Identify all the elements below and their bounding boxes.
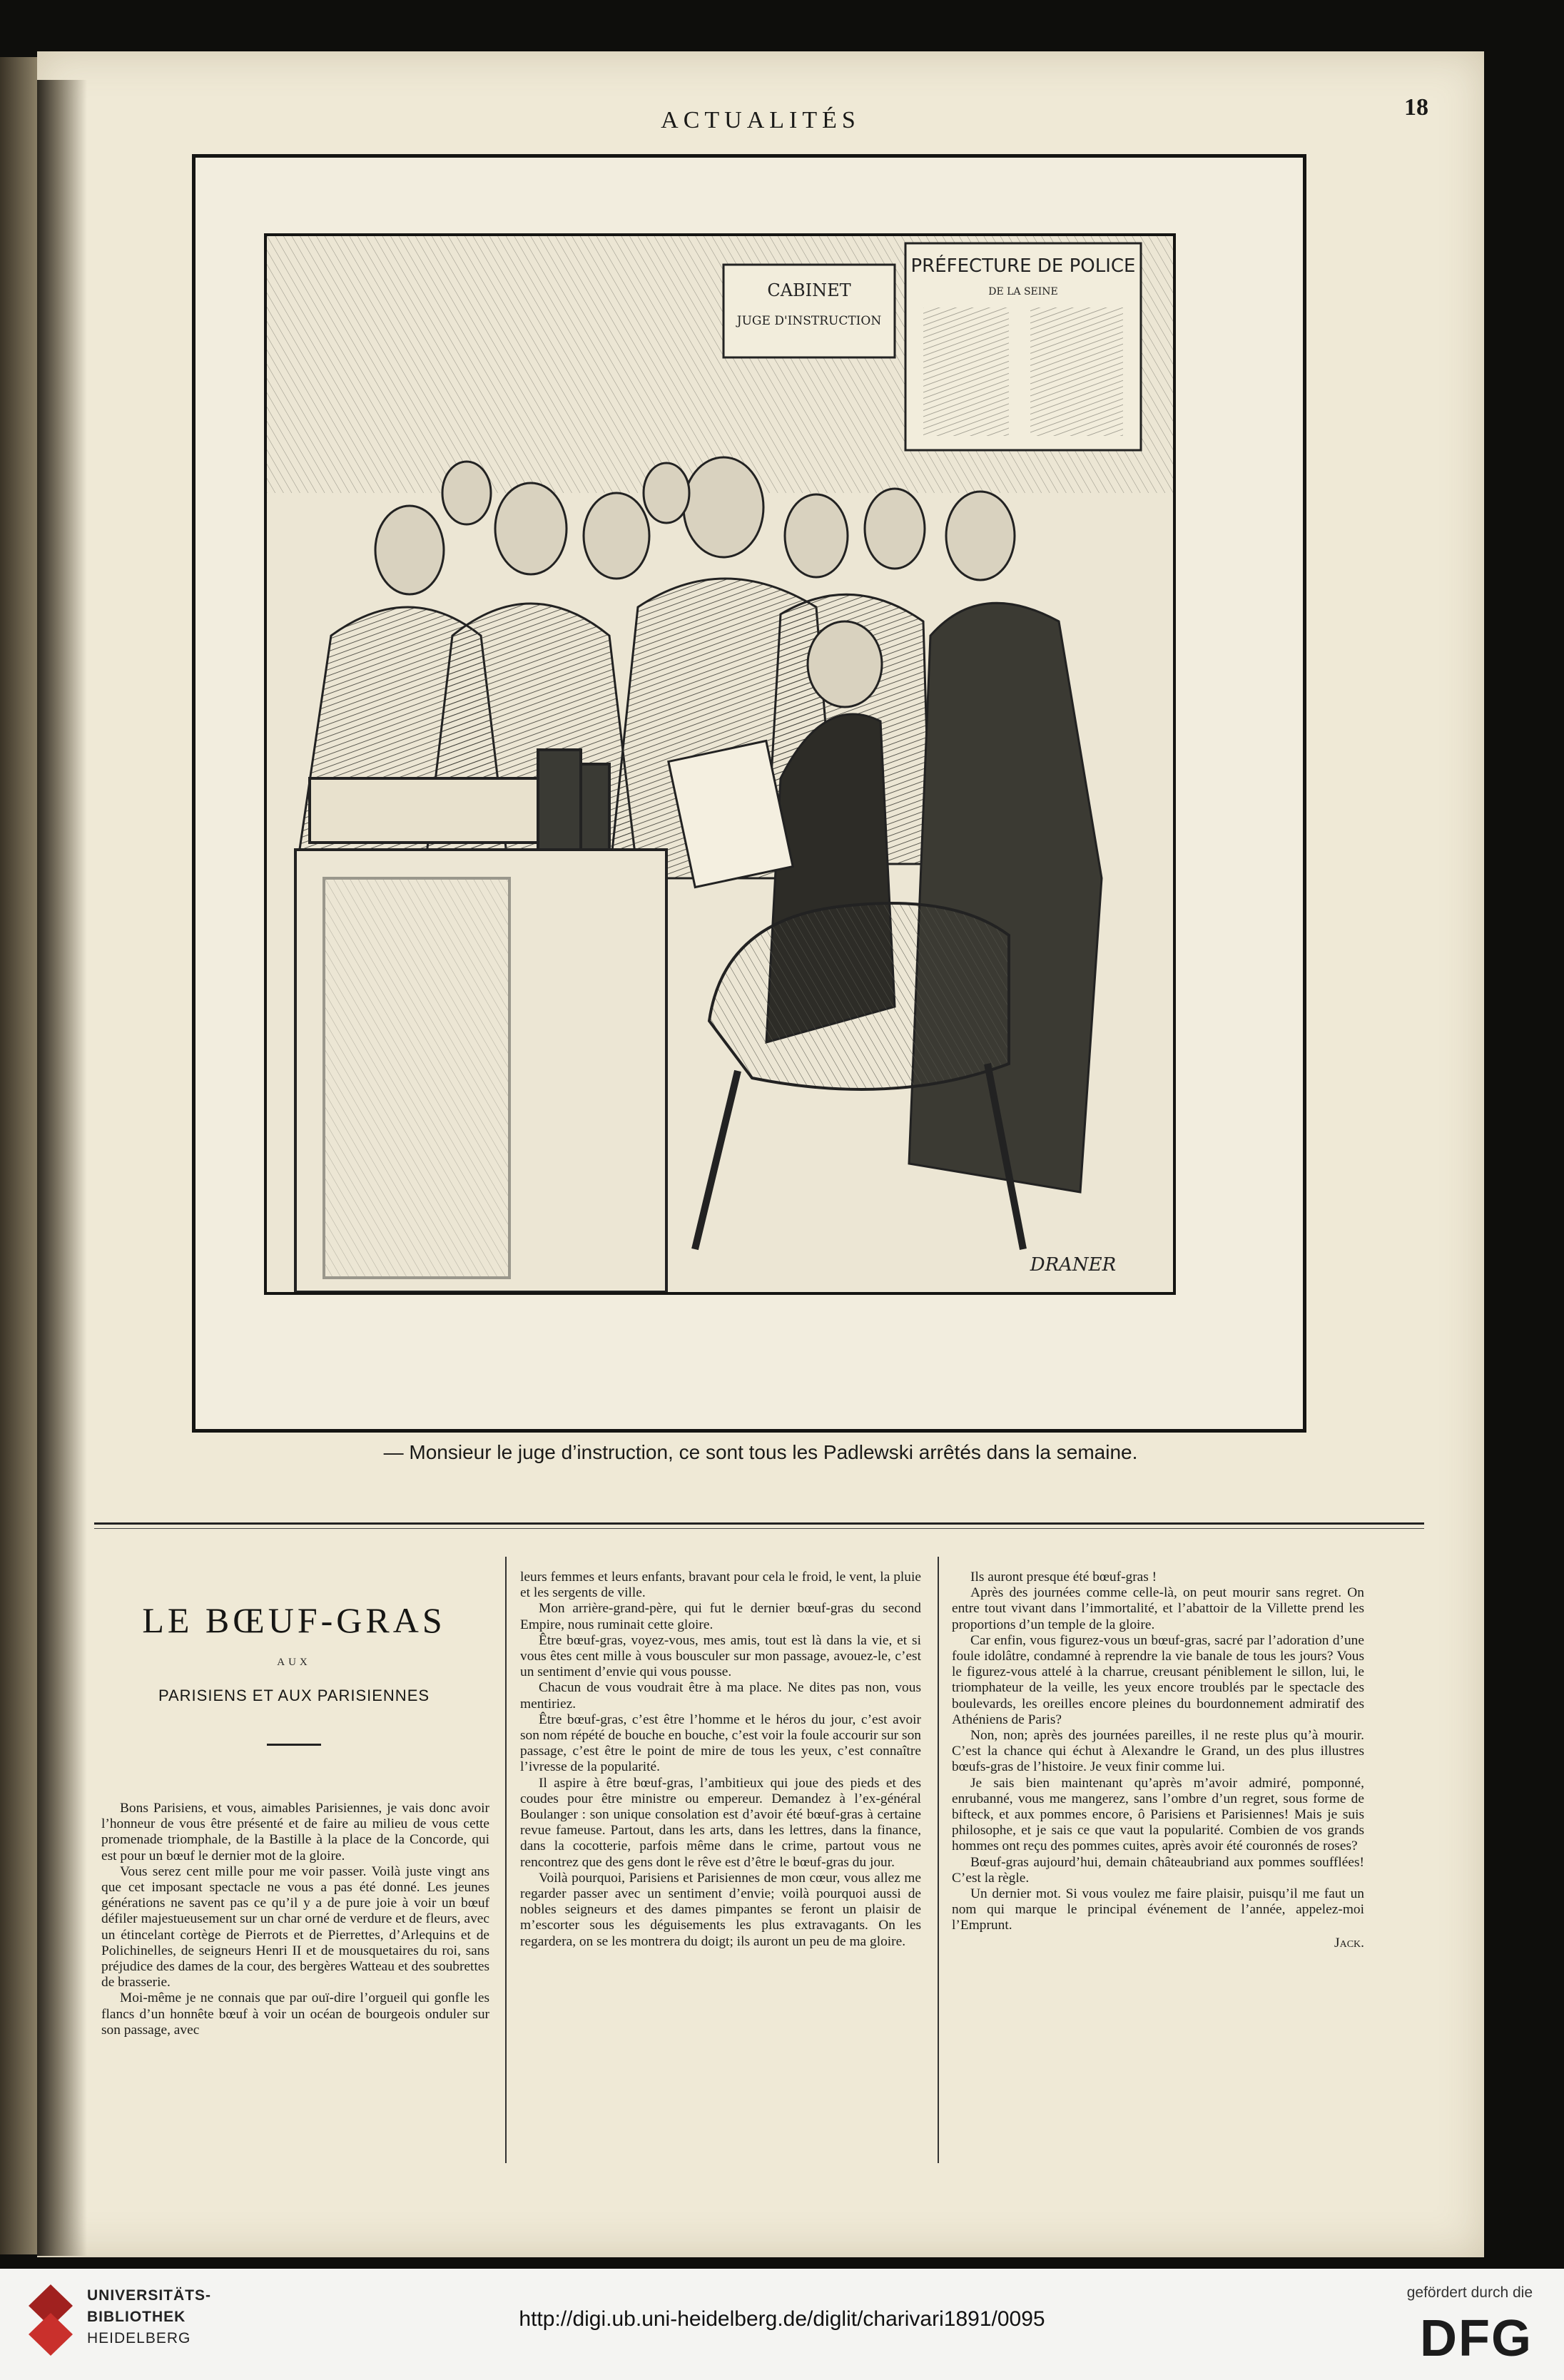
paragraph: Après des journées comme celle-là, on peut mourir sans regret. On entre tout vivant dans l’immortalité, et l’abattoir de la Villette prend les proportions d’un temple de la gloire.	[952, 1585, 1364, 1632]
paragraph: Être bœuf-gras, voyez-vous, mes amis, tout est là dans la vie, et si vous êtes cent mille à vous bousculer sur mon passage, avouez-le, c’est un sentiment d’envie qui vous pousse.	[520, 1632, 921, 1680]
section-divider-thin	[94, 1528, 1424, 1529]
running-header: ACTUALITÉS	[661, 107, 860, 133]
article-subtitle: PARISIENS ET AUX PARISIENNES	[158, 1687, 430, 1704]
library-footer	[0, 2269, 1564, 2380]
column-rule	[938, 1557, 939, 2163]
article-column-2	[520, 1570, 921, 1950]
sign-prefecture-text: PRÉFECTURE DE POLICE	[910, 255, 1136, 277]
paragraph: Être bœuf-gras, c’est être l’homme et le héros du jour, c’est avoir son nom répété de bouche en bouche, c’est voir la foule accourir sur son passage, c’est être le point de mire de tous les yeux, c’est connaître l’ivresse de la popularité.	[520, 1712, 921, 1775]
armchair	[709, 903, 1009, 1089]
column-rule	[505, 1557, 507, 2163]
sign-juge-text: JUGE D'INSTRUCTION	[736, 314, 882, 328]
article-column-1	[101, 1801, 489, 2038]
article-signature: Jack.	[1334, 1935, 1364, 1951]
cabinet-sign	[723, 265, 895, 357]
article-aux: AUX	[277, 1657, 311, 1668]
sign-cabinet-text: CABINET	[767, 280, 851, 300]
paragraph: Vous serez cent mille pour me voir passer. Voilà juste vingt ans que cet imposant spectacle ne vous a pas été donné. Les jeunes générations ne savent pas ce qu’il y a de pure joie à voir un bœuf défiler majestueusement sur un char orné de verdure et de fleurs, avec un étincelant cortège de Pierrots et de Pierrettes, d’Arlequins et de Polichinelles, de seigneurs Henri II et de mousquetaires du roi, sans préjudice des dames de la cour, des bergères Watteau et des soubrettes de brasserie.	[101, 1863, 489, 1990]
library-name-line3: HEIDELBERG	[87, 2330, 191, 2346]
funded-by-label: gefördert durch die	[1406, 2284, 1533, 2301]
dfg-logo: DFG	[1420, 2310, 1533, 2367]
paragraph: Non, non; après des journées pareilles, il ne reste plus qu’à mourir. C’est la chance qui échut à Alexandre le Grand, un des plus illustres bœufs-gras de l’histoire. Je veux finir comme lui.	[952, 1728, 1364, 1775]
paragraph: Chacun de vous voudrait être à ma place. Ne dites pas non, vous mentiriez.	[520, 1680, 921, 1712]
paragraph: leurs femmes et leurs enfants, bravant pour cela le froid, le vent, la pluie et les sergents de ville.	[520, 1570, 921, 1601]
article-column-3	[952, 1570, 1364, 1951]
paragraph: Un dernier mot. Si vous voulez me faire plaisir, puisqu’il me faut un nom qui marque le principal événement de l’année, appelez-moi l’Emprunt.	[952, 1886, 1364, 1933]
library-name-line2: BIBLIOTHEK	[87, 2309, 186, 2325]
paragraph: Ils auront presque été bœuf-gras !	[970, 1570, 1157, 1585]
paragraph: Bœuf-gras aujourd’hui, demain châteaubriand aux pommes soufflées! C’est la règle.	[952, 1854, 1364, 1886]
artist-signature: DRANER	[1030, 1254, 1117, 1276]
paragraph: Mon arrière-grand-père, qui fut le dernier bœuf-gras du second Empire, nous ruminait cette gloire.	[520, 1601, 921, 1632]
courtroom-drawing	[267, 236, 1173, 1292]
paragraph: Bons Parisiens, et vous, aimables Parisiennes, je vais donc avoir l’honneur de vous être présenté et de faire au milieu de vous cette promenade triomphale, de la Bastille à la place de la Concorde, qui est pour un bœuf le dernier mot de la gloire.	[101, 1801, 489, 1863]
illustration	[264, 233, 1176, 1295]
sign-seine-text: DE LA SEINE	[988, 286, 1058, 298]
library-name-line1: UNIVERSITÄTS-	[87, 2287, 212, 2304]
desk	[295, 750, 666, 1292]
article-title: LE BŒUF-GRAS	[142, 1600, 446, 1640]
paragraph: Moi-même je ne connais que par ouï-dire l’orgueil qui gonfle les flancs d’un honnête bœuf à voir un océan de bourgeois onduler sur son passage, avec	[101, 1990, 489, 2038]
illustration-caption: — Monsieur le juge d’instruction, ce sont tous les Padlewski arrêtés dans la semaine.	[383, 1441, 1138, 1463]
section-divider	[94, 1522, 1424, 1525]
document-url-link[interactable]: http://digi.ub.uni-heidelberg.de/diglit/charivari1891/0095	[519, 2307, 1045, 2331]
page-number: 18	[1404, 94, 1428, 121]
left-page-edge	[0, 57, 37, 2254]
paragraph: Il aspire à être bœuf-gras, l’ambitieux qui joue des pieds et des coudes pour être ministre ou empereur. Demandez à l’ex-général Boulanger : son unique consolation est d’avoir été bœuf-gras à certaine revue fameuse. Partout, dans les arts, dans les lettres, dans la finance, dans la cocotterie, parfois même dans le crime, partout vous ne rencontrez que des gens dont le rêve est d’être le bœuf-gras du jour.	[520, 1775, 921, 1870]
title-rule	[267, 1744, 321, 1746]
illustration-frame	[192, 154, 1306, 1433]
paragraph: Je sais bien maintenant qu’après m’avoir admiré, pomponné, enrubanné, vous me mangerez, sans l’ombre d’un regret, sous forme de bifteck, et aux pommes encore, ô Parisiens et Parisiennes! Mais je suis philosophe, et je sais ce que vaut la popularité. Combien de vos grands hommes ont reçu des pommes cuites, après avoir été couronnés de roses?	[952, 1775, 1364, 1854]
paragraph: Car enfin, vous figurez-vous un bœuf-gras, sacré par l’adoration d’une foule idolâtre, condamné à reprendre la vie banale de tous les jours? Vous le figurez-vous attelé à la charrue, creusant péniblement le sillon, lui, le triomphateur de la veille, les yeux encore troublés par le spectacle des boulevards, les oreilles encore pleines du bourdonnement admiratif des Athéniens de Paris?	[952, 1632, 1364, 1727]
spine-shadow	[37, 80, 87, 2256]
scanned-page	[37, 51, 1484, 2257]
paragraph: Voilà pourquoi, Parisiens et Parisiennes de mon cœur, vous allez me regarder passer avec un sentiment d’envie; voilà pourquoi aussi de nobles seigneurs et des dames pimpantes se feront un plaisir de m’escorter sous les déguisements les plus extravagants. On les regardera, on se les montrera du doigt; ils auront un peu de ma gloire.	[520, 1870, 921, 1949]
